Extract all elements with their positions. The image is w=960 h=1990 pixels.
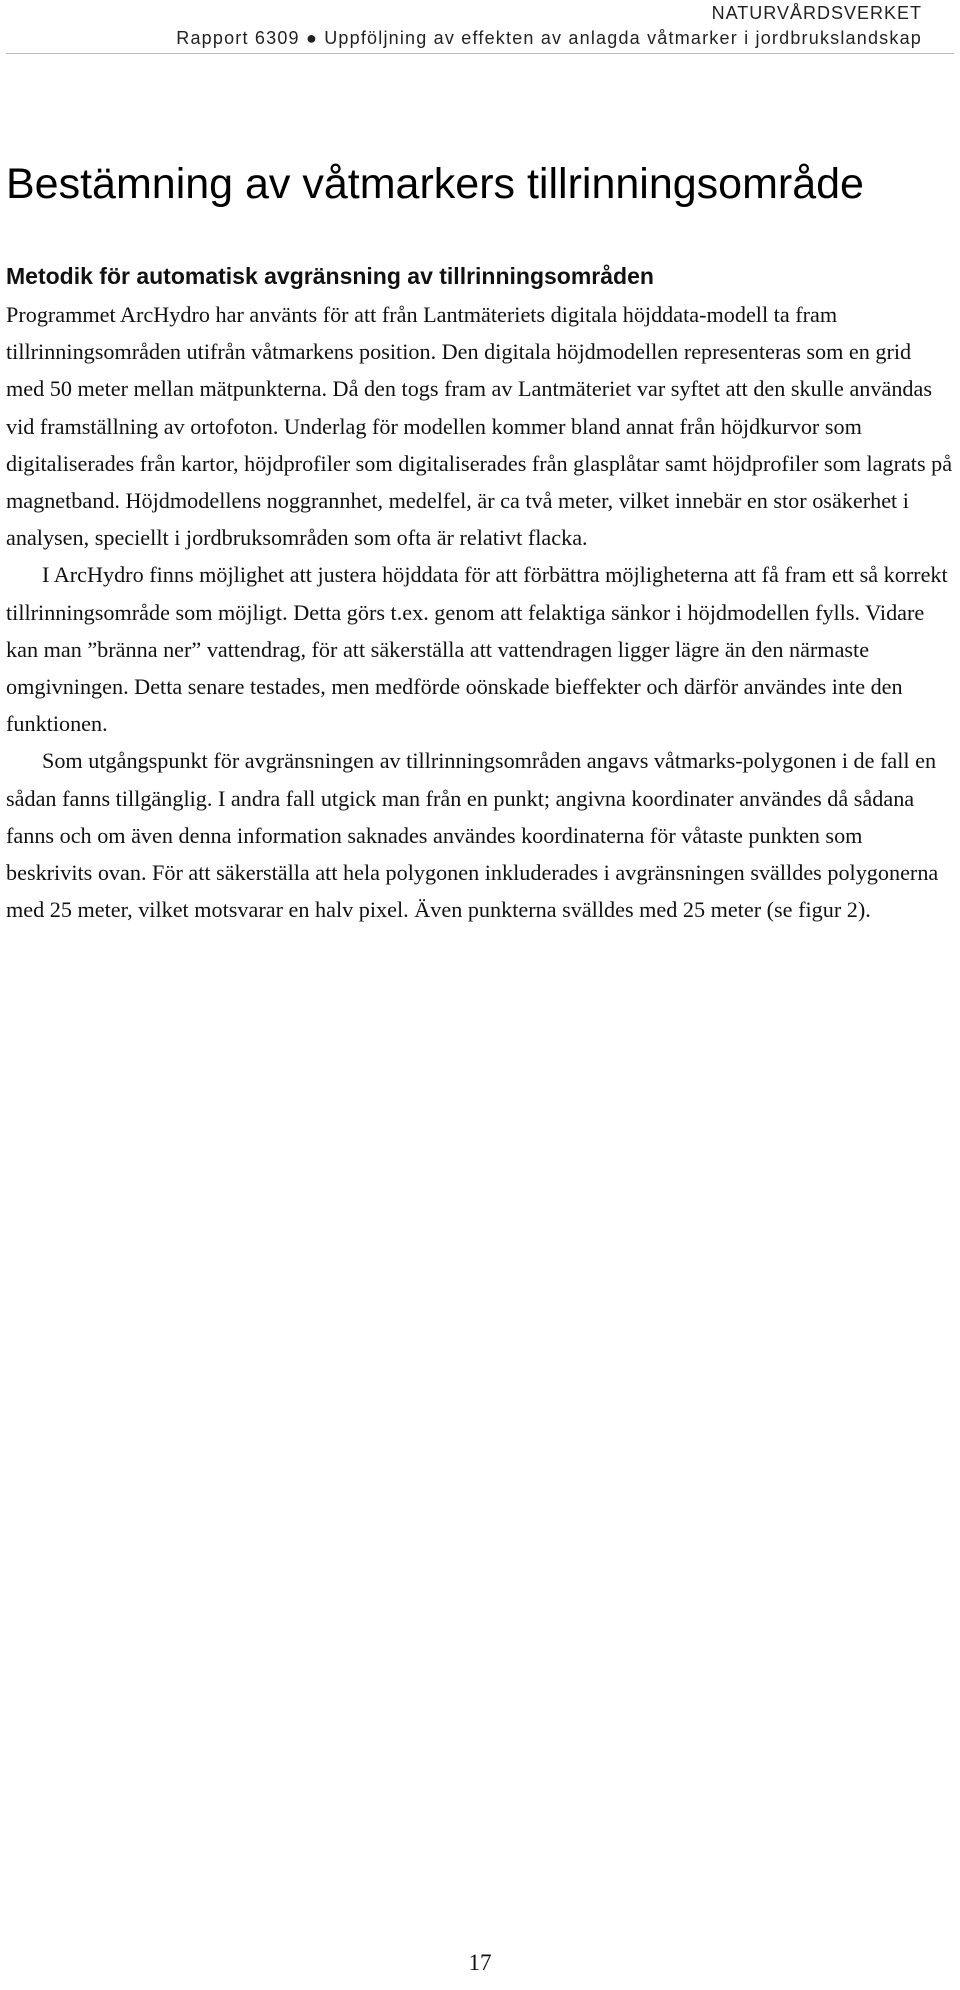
running-header — [176, 0, 922, 50]
page-number: 17 — [468, 1950, 492, 1975]
section-heading: Metodik för automatisk avgränsning av tillrinningsområden — [6, 263, 654, 289]
paragraph: Som utgångspunkt för avgränsningen av tillrinningsområden angavs våtmarks-polygonen i de fall en sådan fanns tillgänglig. I andra fall utgick man från en punkt; angivna koordinater användes då sådana fanns och om även denna information saknades användes koordinaterna för våtaste punkten som beskrivits ovan. För att säkerställa att hela polygonen inkluderades i avgränsningen svälldes polygonerna med 25 meter, vilket motsvarar en halv pixel. Även punkterna svälldes med 25 meter (se figur 2). — [6, 748, 939, 923]
page-title: Bestämning av våtmarkers tillrinningsområde — [6, 160, 864, 208]
body-text — [6, 296, 954, 928]
paragraph: I ArcHydro finns möjlighet att justera höjddata för att förbättra möjligheterna att få fram ett så korrekt tillrinningsområde som möjligt. Detta görs t.ex. genom att felaktiga sänkor i höjdmodellen fylls. Vidare kan man ”bränna ner” vattendrag, för att säkerställa att vattendragen ligger lägre än den närmaste omgivningen. Detta senare testades, men medförde oönskade bieffekter och därför användes inte den funktionen. — [6, 562, 948, 737]
paragraph: Programmet ArcHydro har använts för att från Lantmäteriets digitala höjddata-modell ta fram tillrinningsområden utifrån våtmarkens position. Den digitala höjdmodellen representeras som en grid med 50 meter mellan mätpunkterna. Då den togs fram av Lantmäteriet var syftet att den skulle användas vid framställning av ortofoton. Underlag för modellen kommer bland annat från höjdkurvor som digitaliserades från kartor, höjdprofiler som digitaliserades från glasplåtar samt höjdprofiler som lagrats på magnetband. Höjdmodellens noggrannhet, medelfel, är ca två meter, vilket innebär en stor osäkerhet i analysen, speciellt i jordbruksområden som ofta är relativt flacka. — [6, 302, 953, 551]
organization-name: NATURVÅRDSVERKET — [711, 3, 922, 23]
report-title: Rapport 6309 ● Uppföljning av effekten av anlagda våtmarker i jordbrukslandskap — [176, 28, 922, 48]
header-divider — [6, 53, 954, 54]
